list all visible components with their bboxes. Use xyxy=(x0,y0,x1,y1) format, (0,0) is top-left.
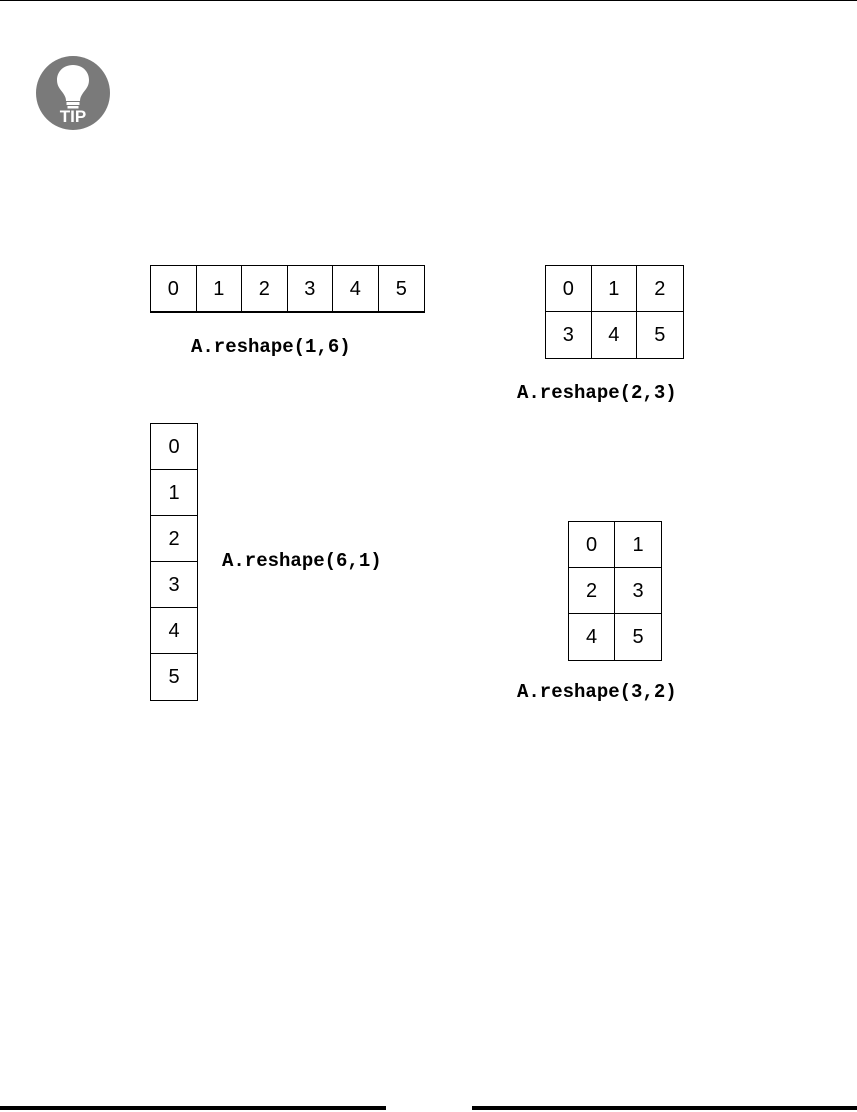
top-rule xyxy=(0,0,857,1)
array-cell: 4 xyxy=(151,608,197,654)
bottom-rule-right xyxy=(472,1106,857,1110)
array-grid-6x1 xyxy=(150,423,198,701)
array-cell: 2 xyxy=(151,516,197,562)
array-cell: 0 xyxy=(151,266,197,312)
tip-label: TIP xyxy=(59,107,87,126)
array-cell: 1 xyxy=(197,266,243,312)
array-grid-1x6 xyxy=(150,265,425,313)
array-cell: 2 xyxy=(637,266,683,312)
array-cell: 3 xyxy=(546,312,592,358)
caption-reshape-6x1: A.reshape(6,1) xyxy=(222,550,382,572)
array-cell: 1 xyxy=(615,522,661,568)
array-cell: 1 xyxy=(151,470,197,516)
array-cell: 0 xyxy=(546,266,592,312)
caption-reshape-3x2: A.reshape(3,2) xyxy=(517,681,677,703)
array-cell: 5 xyxy=(379,266,425,312)
array-cell: 4 xyxy=(592,312,638,358)
array-cell: 0 xyxy=(569,522,615,568)
array-cell: 3 xyxy=(151,562,197,608)
array-grid-3x2 xyxy=(568,521,662,661)
array-cell: 4 xyxy=(333,266,379,312)
tip-badge xyxy=(36,56,110,130)
array-cell: 1 xyxy=(592,266,638,312)
caption-reshape-2x3: A.reshape(2,3) xyxy=(517,382,677,404)
array-cell: 2 xyxy=(242,266,288,312)
array-cell: 3 xyxy=(615,568,661,614)
array-cell: 5 xyxy=(632,626,644,648)
array-cell: 3 xyxy=(288,266,334,312)
lightbulb-icon xyxy=(36,56,110,130)
array-cell: 5 xyxy=(168,666,180,688)
array-cell: 0 xyxy=(151,424,197,470)
array-grid-2x3 xyxy=(545,265,684,359)
bottom-rule-left xyxy=(0,1106,386,1110)
caption-reshape-1x6: A.reshape(1,6) xyxy=(191,336,351,358)
array-cell: 5 xyxy=(654,324,666,346)
array-cell: 2 xyxy=(569,568,615,614)
array-cell: 4 xyxy=(569,614,615,660)
